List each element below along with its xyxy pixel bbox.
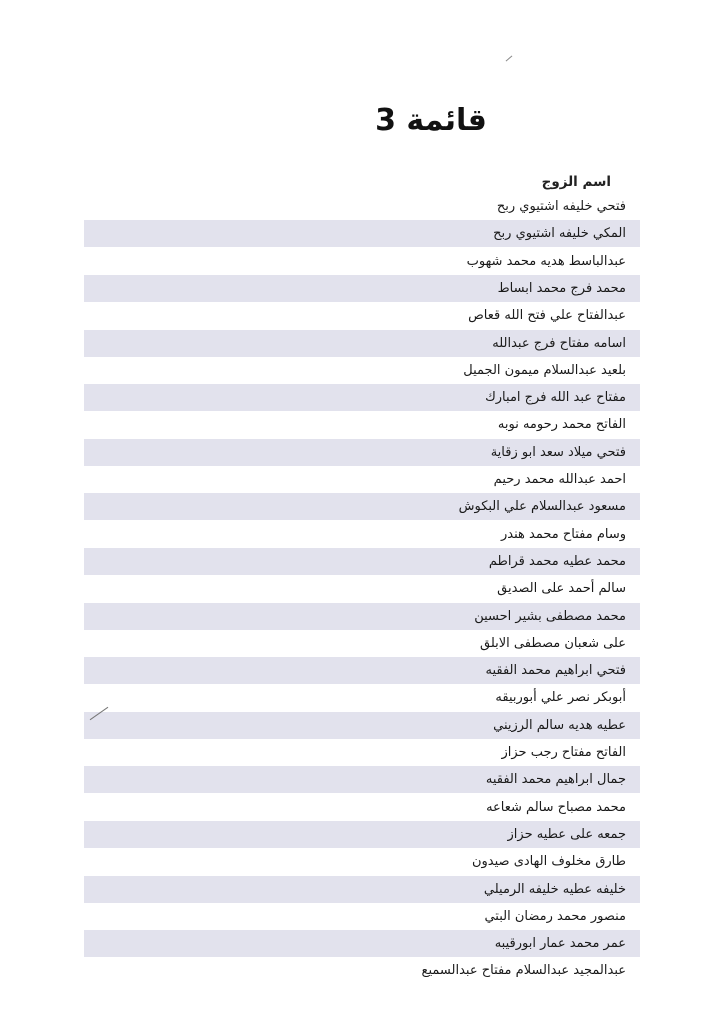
list-item [84,575,640,602]
list-item [84,220,640,247]
husband-name: سالم أحمد على الصديق [497,581,626,597]
list-item [84,794,640,821]
husband-name: مسعود عبدالسلام علي البكوش [458,499,626,515]
list-item [84,548,640,575]
husband-name: احمد عبدالله محمد رحيم [493,472,626,487]
list-item [84,493,640,520]
list-item [84,275,640,302]
list-item [84,302,640,329]
stray-pen-mark [506,56,513,62]
list-item [84,384,640,411]
list-item [84,521,640,548]
husband-name: جمال ابراهيم محمد الفقيه [485,772,626,788]
husband-name: عمر محمد عمار ابورقيبه [494,936,626,952]
husband-name: عبدالمجيد عبدالسلام مفتاح عبدالسميع [421,963,626,979]
list-item [84,603,640,630]
list-item [84,411,640,438]
list-item [84,330,640,357]
list-item [84,439,640,466]
husband-name: محمد مصباح سالم شعاعه [486,799,626,815]
list-item [84,466,640,493]
husband-name: طارق مخلوف الهادى صيدون [471,854,626,870]
husband-name: الفاتح محمد رحومه نوبه [497,417,626,433]
list-item [84,248,640,275]
list-item [84,739,640,766]
husband-name: محمد عطيه محمد قراطم [488,553,626,569]
husband-name: خليفه عطيه خليفه الرميلي [483,881,626,897]
list-item [84,876,640,903]
husband-name: الفاتح مفتاح رجب حزاز [501,745,626,760]
list-item [84,684,640,711]
husband-name: فتحي ابراهيم محمد الفقيه [485,663,626,679]
husband-name: منصور محمد رمضان البتي [484,908,626,924]
husband-name: مفتاح عبد الله فرج امبارك [485,390,626,406]
husband-name: محمد مصطفى بشير احسين [474,608,626,624]
husband-name: وسام مفتاح محمد هندر [501,526,626,542]
husband-name: اسامه مفتاح فرج عبدالله [492,335,626,351]
column-header: اسم الزوج [541,174,611,190]
page-title: قائمة 3 [375,103,487,138]
husband-name: فتحي ميلاد سعد ابو زقاية [490,444,626,460]
husband-name: أبوبكر نصر علي أبوربيقه [495,690,626,706]
list-item [84,848,640,875]
husband-name: عبدالباسط هديه محمد شهوب [466,253,626,269]
husband-name: فتحي خليفه اشتيوي ربح [496,199,626,214]
list-item [84,903,640,930]
list-item [84,957,640,984]
husband-name: عبدالفتاح علي فتح الله قعاص [468,308,626,324]
list-item [84,630,640,657]
list-item [84,930,640,957]
husband-name: عطيه هديه سالم الرزيني [493,717,626,733]
list-item [84,357,640,384]
list-item [84,193,640,220]
list-item [84,821,640,848]
list-item [84,712,640,739]
husband-name: على شعبان مصطفى الابلق [480,635,626,651]
list-item [84,766,640,793]
husband-name: بلعيد عبدالسلام ميمون الجميل [463,362,626,378]
husband-name: المكي خليفه اشتيوي ربح [493,226,626,242]
list-item [84,657,640,684]
husband-name: محمد فرج محمد ابساط [497,280,626,296]
names-list [0,169,725,989]
husband-name: جمعه على عطيه حزاز [507,826,626,842]
